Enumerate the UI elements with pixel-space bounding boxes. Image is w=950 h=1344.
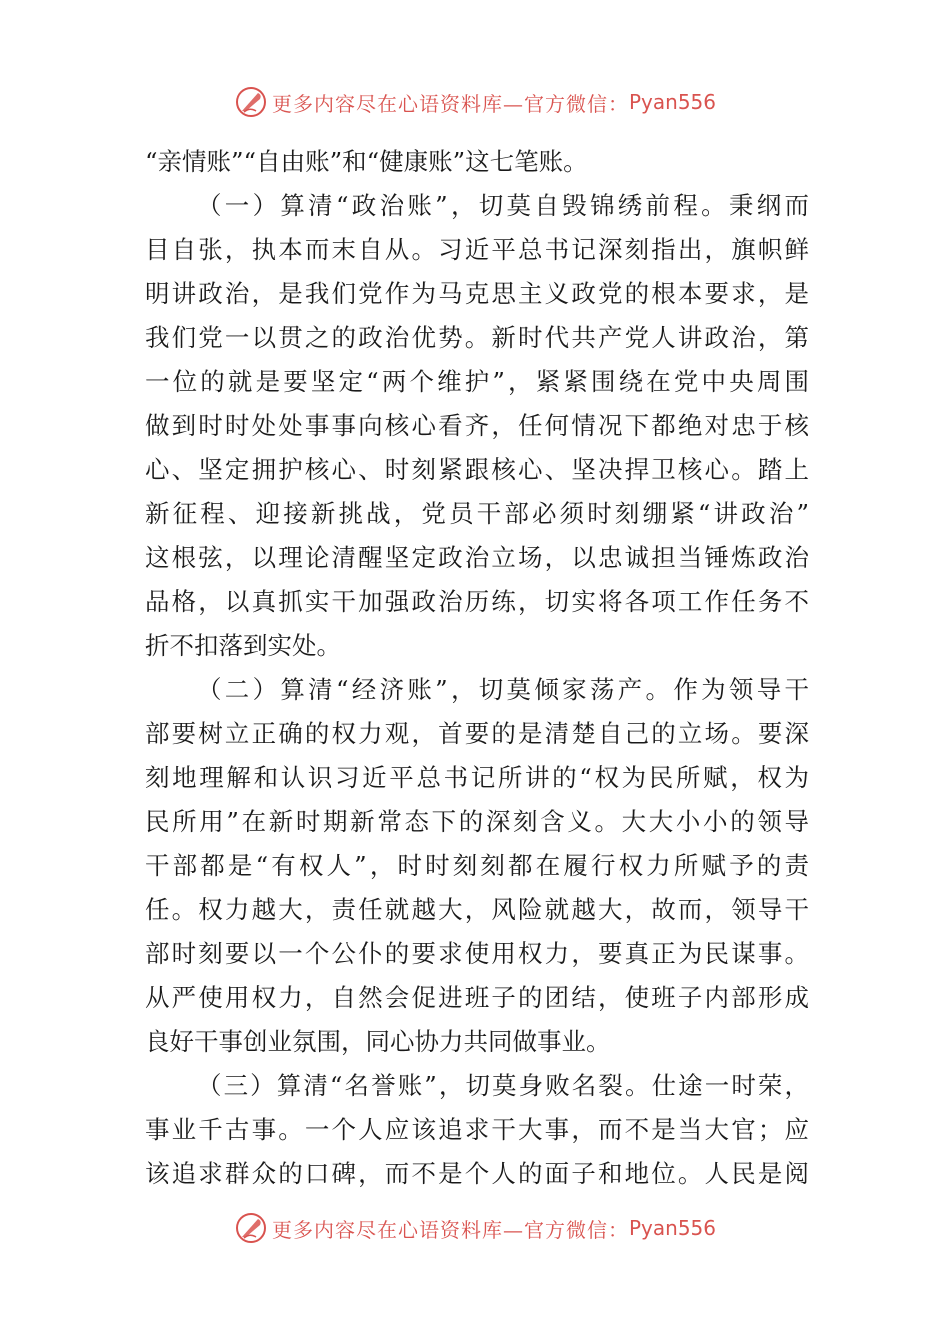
text-line: 一位的就是要坚定“两个维护”，紧紧围绕在党中央周围 bbox=[145, 367, 809, 396]
text-line: （三）算清“名誉账”，切莫身败名裂。仕途一时荣， bbox=[197, 1071, 809, 1100]
text-line: 该追求群众的口碑，而不是个人的面子和地位。人民是阅 bbox=[145, 1159, 809, 1188]
text-line: 事业千古事。一个人应该追求干大事，而不是当大官；应 bbox=[145, 1115, 809, 1144]
text-line: 从严使用权力，自然会促进班子的团结，使班子内部形成 bbox=[145, 983, 809, 1012]
text-line: 品格，以真抓实干加强政治历练，切实将各项工作任务不 bbox=[145, 587, 809, 616]
text-line: 部时刻要以一个公仆的要求使用权力，要真正为民谋事。 bbox=[145, 939, 809, 968]
text-line: 任。权力越大，责任就越大，风险就越大，故而，领导干 bbox=[145, 895, 809, 924]
text-line: （二）算清“经济账”，切莫倾家荡产。作为领导干 bbox=[197, 675, 809, 704]
text-line: 心、坚定拥护核心、时刻紧跟核心、坚决捍卫核心。踏上 bbox=[145, 455, 809, 484]
text-line: 目自张，执本而末自从。习近平总书记深刻指出，旗帜鲜 bbox=[145, 235, 809, 264]
watermark-id: Pyan556 bbox=[628, 1216, 716, 1240]
text-line: 新征程、迎接新挑战，党员干部必须时刻绷紧“讲政治” bbox=[145, 499, 809, 528]
header-watermark bbox=[0, 82, 950, 122]
watermark-id: Pyan556 bbox=[628, 90, 716, 114]
text-line: （一）算清“政治账”，切莫自毁锦绣前程。秉纲而 bbox=[197, 191, 809, 220]
text-line: 部要树立正确的权力观，首要的是清楚自己的立场。要深 bbox=[145, 719, 809, 748]
text-line: 干部都是“有权人”，时时刻刻都在履行权力所赋予的责 bbox=[145, 851, 809, 880]
text-line: “亲情账”“自由账”和“健康账”这七笔账。 bbox=[145, 147, 588, 176]
text-line: 明讲政治，是我们党作为马克思主义政党的根本要求，是 bbox=[145, 279, 809, 308]
watermark-text: 更多内容尽在心语资料库—官方微信： bbox=[271, 91, 629, 116]
text-line: 民所用”在新时期新常态下的深刻含义。大大小小的领导 bbox=[145, 807, 809, 836]
footer-watermark bbox=[0, 1208, 950, 1248]
text-line: 刻地理解和认识习近平总书记所讲的“权为民所赋，权为 bbox=[145, 763, 809, 792]
watermark-text: 更多内容尽在心语资料库—官方微信： bbox=[271, 1217, 629, 1242]
quill-logo-icon bbox=[234, 85, 268, 119]
quill-logo-icon bbox=[234, 1211, 268, 1245]
document-body bbox=[145, 140, 809, 1196]
text-line: 良好干事创业氛围，同心协力共同做事业。 bbox=[145, 1027, 611, 1056]
text-line: 这根弦，以理论清醒坚定政治立场，以忠诚担当锤炼政治 bbox=[145, 543, 809, 572]
text-line: 做到时时处处事事向核心看齐，任何情况下都绝对忠于核 bbox=[145, 411, 809, 440]
text-line: 折不扣落到实处。 bbox=[145, 631, 341, 660]
text-line: 我们党一以贯之的政治优势。新时代共产党人讲政治，第 bbox=[145, 323, 809, 352]
